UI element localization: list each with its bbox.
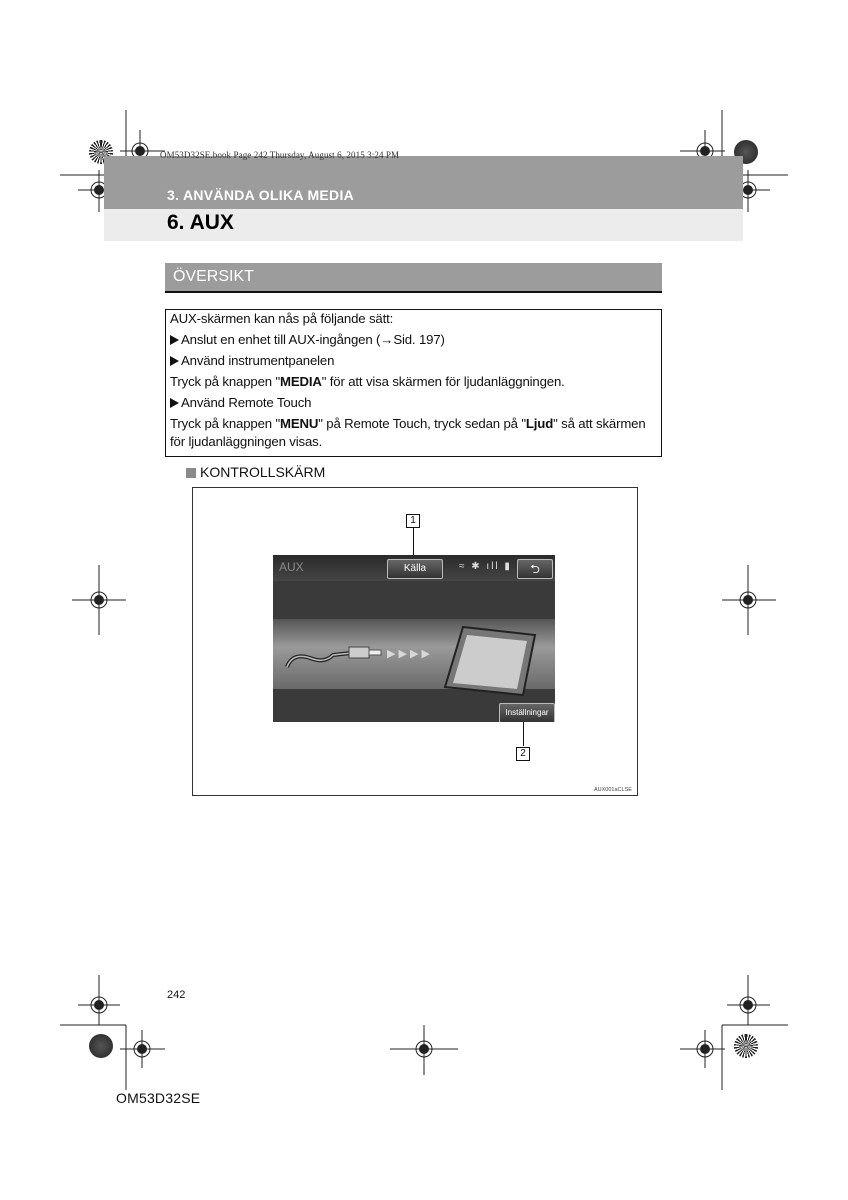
overview-item-3: Använd Remote Touch: [170, 395, 311, 410]
overview-item-3-text-cont: för ljudanläggningen visas.: [170, 434, 323, 449]
triangle-bullet-icon: [170, 356, 179, 366]
screen-title: AUX: [279, 560, 304, 574]
footer-code: OM53D32SE: [116, 1090, 201, 1106]
triangle-bullet-icon: [170, 335, 179, 345]
square-bullet-icon: [186, 468, 196, 478]
page-number: 242: [167, 989, 186, 1001]
back-button[interactable]: ⮌: [517, 559, 553, 579]
overview-item-2: Använd instrumentpanelen: [170, 353, 334, 368]
book-header: OM53D32SE.book Page 242 Thursday, August 6, 2015 3:24 PM: [160, 150, 400, 160]
arrow-indicators: ▶ ▶ ▶ ▶: [387, 648, 431, 660]
aux-screen: [273, 555, 555, 722]
settings-button[interactable]: Inställningar: [499, 703, 555, 722]
source-button[interactable]: Källa: [387, 559, 443, 579]
overview-item-2-text: Tryck på knappen "MEDIA" för att visa skärmen för ljudanläggningen.: [170, 374, 565, 389]
control-screen-title: KONTROLLSKÄRM: [200, 464, 326, 480]
overview-title: ÖVERSIKT: [173, 268, 254, 285]
section-title: 6. AUX: [167, 211, 234, 234]
aux-cable-illustration: [273, 555, 555, 722]
status-icons: ≈ ✱ ıll ▮: [459, 561, 512, 572]
callout-1: 1: [406, 514, 420, 528]
overview-item-1: Anslut en enhet till AUX-ingången (→Sid. 197): [170, 332, 445, 347]
overview-item-3-text: Tryck på knappen "MENU" på Remote Touch, tryck sedan på "Ljud" så att skärmen: [170, 416, 646, 431]
callout-2-line: [523, 722, 524, 746]
chapter-title: 3. ANVÄNDA OLIKA MEDIA: [167, 187, 355, 203]
overview-intro: AUX-skärmen kan nås på följande sätt:: [170, 311, 394, 326]
figure-code: AUX001aCLSE: [594, 787, 632, 793]
triangle-bullet-icon: [170, 398, 179, 408]
callout-2: 2: [516, 747, 530, 761]
